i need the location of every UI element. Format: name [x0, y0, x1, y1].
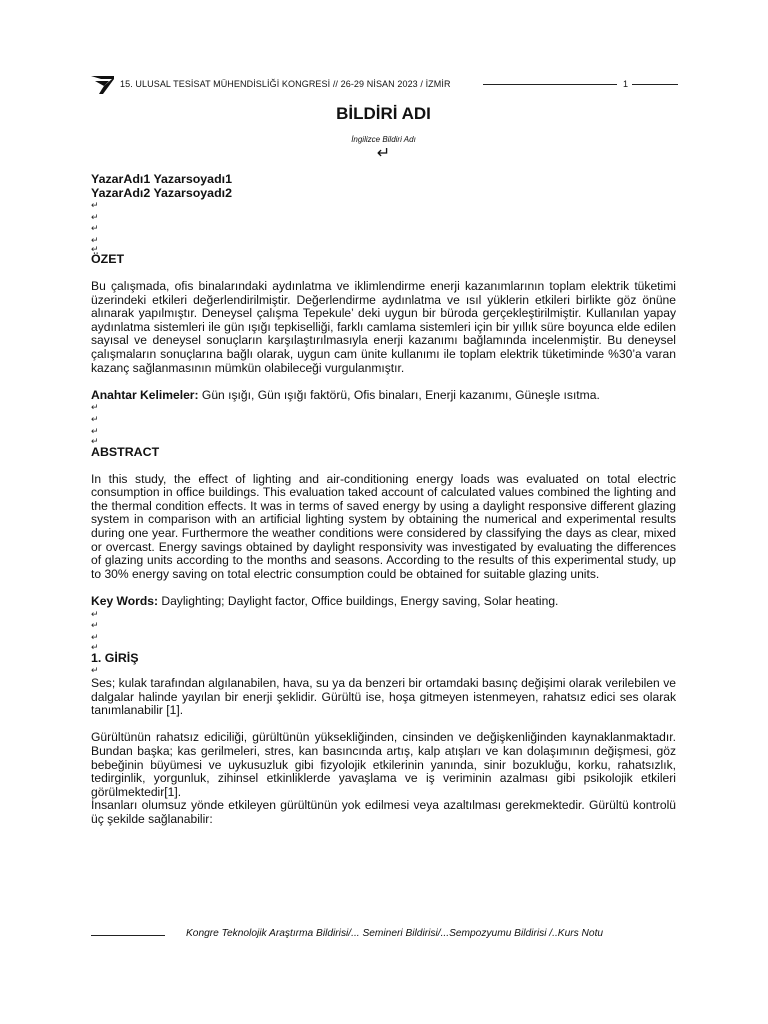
document-body: [91, 104, 676, 827]
paragraph-mark: ↵: [91, 211, 99, 222]
ozet-paragraph: Bu çalışmada, ofis binalarındaki aydınlatma ve iklimlendirme enerji kazanımlarının toplam elektrik tüketimi üzerindeki etkileri değerlendirilmiştir. Değerlendirme aydınlatma ve ısıl yüklerin etkileri birlikte göz önüne alınarak yapılmıştır. Deneysel çalışma Tepekule’ deki uygun bir büroda gerçekleştirilmiştir. Kullanılan yapay aydınlatma sistemleri ile gün ışığı tepkiselliği, farklı camlama sistemleri için bir yıllık süre boyunca elde edilen sayısal ve deneysel sonuçların karşılaştırılmasıyla enerji kazanımı bağlamında incelenmiştir. Bu deneysel çalışmaların sonuçlarına bağlı olarak, uygun cam ünite kullanımı ile toplam elektrik tüketiminde %30’a varan kazanç sağlanmasının mümkün olabileceği vurgulanmıştır.: [91, 278, 676, 375]
paragraph-mark: ↵: [91, 608, 99, 619]
giris-heading: 1. GİRİŞ: [91, 651, 139, 666]
giris-paragraph-2: Gürültünün rahatsız ediciliği, gürültünün yüksekliğinden, cinsinden ve değişkenliğinden kaynaklanmaktadır. Bundan başka; kas gerilmeleri, stres, kan basıncında artış, kalp atışları ve kan dolaşımının değişmesi, göz bebeğinin büyümesi ve uykusuzluk gibi fizyolojik etkilerinin yanında, sinir bozukluğu, korku, rahatsızlık, tedirginlik, yorgunluk, zihinsel etkinliklerde yavaşlama ve iş veriminin azalması gibi psikolojik etkileri görülmektedir[1].: [91, 730, 676, 799]
paragraph-mark: ↵: [91, 620, 99, 631]
paper-title: BİLDİRİ ADI: [336, 104, 431, 123]
paper-subtitle: İngilizce Bildiri Adı: [351, 135, 416, 144]
header-divider-left: [483, 84, 617, 85]
page-number: 1: [623, 79, 629, 89]
ozet-keywords: [91, 389, 676, 403]
paragraph-mark: ↵: [91, 234, 99, 245]
giris-paragraph-1: Ses; kulak tarafından algılanabilen, hava, su ya da benzeri bir ortamdaki basınç değişimi olarak verilebilen ve dalgalar halinde yayılan bir enerji şeklidir. Gürültü ise, hoşa gitmeyen istenmeyen, rahatsız edici ses olarak tanımlanabilir [1].: [91, 676, 676, 718]
paragraph-mark: ↵: [91, 642, 99, 653]
paragraph-mark: ↵: [91, 402, 99, 413]
header-divider-right: [632, 84, 678, 85]
abstract-heading: ABSTRACT: [91, 445, 160, 460]
keywords-label: Anahtar Kelimeler:: [91, 387, 199, 402]
paragraph-mark: ↵: [91, 413, 99, 424]
paragraph-mark: ↵: [91, 665, 99, 676]
ozet-heading: ÖZET: [91, 252, 125, 267]
keywords-text: Daylighting; Daylight factor, Office buildings, Energy saving, Solar heating.: [157, 594, 559, 609]
author-list: [91, 172, 676, 200]
paragraph-mark: ↵: [91, 223, 99, 234]
abstract-paragraph: In this study, the effect of lighting and air-conditioning energy loads was evaluated on total electric consumption in office buildings. This evaluation taked account of calculated values combined the lighting and the thermal condition effects. It was in terms of saved energy by using a daylight responsive different glazing system in comparison with an artificial lighting system by obtaining the numerical and experimental results during one year. Furthermore the weather conditions were considered by classifying the days as clear, mixed or overcast. Energy savings obtained by daylight responsivity was investigated by evaluating the differences of glazing units according to the months and seasons. According to the results of this experimental study, up to 30% energy saving on total electric consumption could be obtained for suitable glazing units.: [91, 471, 676, 581]
footer-divider: [91, 935, 165, 936]
page-footer: [91, 928, 676, 944]
paragraph-mark: ↵: [376, 145, 391, 162]
paragraph-mark: ↵: [91, 425, 99, 436]
abstract-keywords: [91, 595, 676, 609]
paragraph-mark: ↵: [91, 244, 99, 255]
header-conference-title: 15. ULUSAL TESİSAT MÜHENDİSLİĞİ KONGRESİ // 26-29 NİSAN 2023 / İZMİR: [120, 79, 451, 89]
keywords-label: Key Words:: [91, 594, 158, 609]
keywords-text: Gün ışığı, Gün ışığı faktörü, Ofis binaları, Enerji kazanımı, Güneşle ısıtma.: [198, 387, 600, 402]
footer-note: Kongre Teknolojik Araştırma Bildirisi/... Semineri Bildirisi/...Sempozyumu Bildirisi /..Kurs Notu: [186, 928, 604, 939]
paragraph-mark: ↵: [91, 200, 99, 210]
author-1: YazarAdı1 Yazarsoyadı1: [91, 172, 232, 186]
congress-logo-icon: [90, 75, 116, 95]
paragraph-mark: ↵: [91, 436, 99, 447]
author-2: YazarAdı2 Yazarsoyadı2: [91, 186, 232, 200]
page-header: [90, 73, 678, 95]
paragraph-mark: ↵: [91, 631, 99, 642]
giris-paragraph-3: İnsanları olumsuz yönde etkileyen gürültünün yok edilmesi veya azaltılması gerekmektedir. Gürültü kontrolü üç şekilde sağlanabilir:: [91, 798, 676, 826]
